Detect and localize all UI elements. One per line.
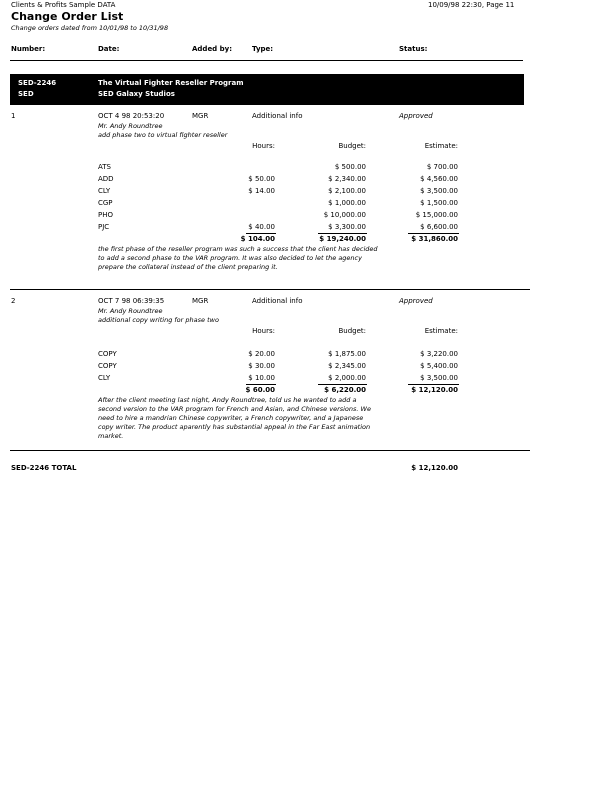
order-date: OCT 4 98 20:53:20 bbox=[98, 112, 165, 120]
page-title: Change Order List bbox=[11, 10, 124, 23]
job-client-code: SED bbox=[18, 90, 34, 98]
order-description: add phase two to virtual fighter reseller bbox=[98, 131, 228, 139]
line-code: COPY bbox=[98, 362, 117, 370]
job-name: The Virtual Fighter Reseller Program bbox=[98, 79, 244, 87]
budget-header: Budget: bbox=[338, 327, 366, 335]
line-code: CLY bbox=[98, 374, 111, 382]
col-number: Number: bbox=[11, 45, 46, 53]
order-notes: the first phase of the reseller program was such a success that the client has decided to add a second phase to the VAR program. It was also decided to let the agency prepare the collateral instead of the client preparing it. bbox=[98, 245, 378, 271]
line-budget: $ 2,340.00 bbox=[328, 175, 366, 183]
total-budget: $ 19,240.00 bbox=[319, 235, 366, 243]
budget-rule bbox=[318, 384, 367, 385]
line-hours: $ 20.00 bbox=[248, 350, 275, 358]
order-number: 2 bbox=[11, 297, 16, 305]
order-type: Additional info bbox=[252, 112, 303, 120]
job-number: SED-2246 bbox=[18, 79, 57, 87]
datetime-page: 10/09/98 22:30, Page 11 bbox=[428, 1, 515, 9]
line-budget: $ 1,875.00 bbox=[328, 350, 366, 358]
line-estimate: $ 3,500.00 bbox=[420, 187, 458, 195]
line-code: ADD bbox=[98, 175, 114, 183]
job-total-value: $ 12,120.00 bbox=[411, 464, 458, 472]
line-estimate: $ 6,600.00 bbox=[420, 223, 458, 231]
budget-header: Budget: bbox=[338, 142, 366, 150]
line-budget: $ 3,300.00 bbox=[328, 223, 366, 231]
app-name: Clients & Profits Sample DATA bbox=[11, 1, 116, 9]
estimate-rule bbox=[408, 384, 459, 385]
order-contact: Mr. Andy Roundtree bbox=[98, 122, 163, 130]
col-type: Type: bbox=[252, 45, 274, 53]
line-budget: $ 500.00 bbox=[334, 163, 366, 171]
line-hours: $ 40.00 bbox=[248, 223, 275, 231]
estimate-header: Estimate: bbox=[424, 327, 458, 335]
line-estimate: $ 4,560.00 bbox=[420, 175, 458, 183]
header-divider bbox=[10, 60, 523, 61]
hours-rule bbox=[246, 233, 276, 234]
budget-rule bbox=[318, 233, 367, 234]
order-date: OCT 7 98 06:39:35 bbox=[98, 297, 165, 305]
line-code: CLY bbox=[98, 187, 111, 195]
line-budget: $ 10,000.00 bbox=[323, 211, 366, 219]
order-added-by: MGR bbox=[192, 297, 209, 305]
hours-header: Hours: bbox=[252, 142, 275, 150]
order-type: Additional info bbox=[252, 297, 303, 305]
line-budget: $ 1,000.00 bbox=[328, 199, 366, 207]
job-total-label: SED-2246 TOTAL bbox=[11, 464, 77, 472]
order-status: Approved bbox=[399, 297, 433, 305]
order-added-by: MGR bbox=[192, 112, 209, 120]
line-hours: $ 14.00 bbox=[248, 187, 275, 195]
line-hours: $ 10.00 bbox=[248, 374, 275, 382]
order-number: 1 bbox=[11, 112, 16, 120]
line-estimate: $ 15,000.00 bbox=[415, 211, 458, 219]
order-contact: Mr. Andy Roundtree bbox=[98, 307, 163, 315]
page-subtitle: Change orders dated from 10/01/98 to 10/31/98 bbox=[11, 24, 169, 32]
line-hours: $ 50.00 bbox=[248, 175, 275, 183]
job-client-name: SED Galaxy Studios bbox=[98, 90, 175, 98]
line-estimate: $ 700.00 bbox=[426, 163, 458, 171]
col-date: Date: bbox=[98, 45, 120, 53]
line-code: COPY bbox=[98, 350, 117, 358]
order-description: additional copy writing for phase two bbox=[98, 316, 219, 324]
line-budget: $ 2,000.00 bbox=[328, 374, 366, 382]
line-hours: $ 30.00 bbox=[248, 362, 275, 370]
line-code: PHO bbox=[98, 211, 113, 219]
line-estimate: $ 5,400.00 bbox=[420, 362, 458, 370]
col-added-by: Added by: bbox=[192, 45, 233, 53]
line-budget: $ 2,345.00 bbox=[328, 362, 366, 370]
line-estimate: $ 3,500.00 bbox=[420, 374, 458, 382]
total-hours: $ 104.00 bbox=[240, 235, 275, 243]
total-budget: $ 6,220.00 bbox=[324, 386, 366, 394]
line-code: PJC bbox=[98, 223, 110, 231]
estimate-header: Estimate: bbox=[424, 142, 458, 150]
total-estimate: $ 31,860.00 bbox=[411, 235, 458, 243]
total-estimate: $ 12,120.00 bbox=[411, 386, 458, 394]
order-notes: After the client meeting last night, Andy Roundtree, told us he wanted to add a second version to the VAR program for French and Asian, and Chinese versions. We need to hire a mandrian Chinese copywriter, a French copywriter, and a Japanese copy writer. The product aparently has substantial appeal in the Far East animation market. bbox=[98, 396, 371, 440]
line-code: CGP bbox=[98, 199, 113, 207]
line-budget: $ 2,100.00 bbox=[328, 187, 366, 195]
hours-rule bbox=[246, 384, 276, 385]
order-divider bbox=[10, 289, 530, 290]
order-divider bbox=[10, 450, 530, 451]
line-estimate: $ 1,500.00 bbox=[420, 199, 458, 207]
job-band bbox=[10, 74, 524, 105]
total-hours: $ 60.00 bbox=[245, 386, 275, 394]
order-status: Approved bbox=[399, 112, 433, 120]
col-status: Status: bbox=[399, 45, 428, 53]
line-code: ATS bbox=[98, 163, 111, 171]
hours-header: Hours: bbox=[252, 327, 275, 335]
estimate-rule bbox=[408, 233, 459, 234]
line-estimate: $ 3,220.00 bbox=[420, 350, 458, 358]
